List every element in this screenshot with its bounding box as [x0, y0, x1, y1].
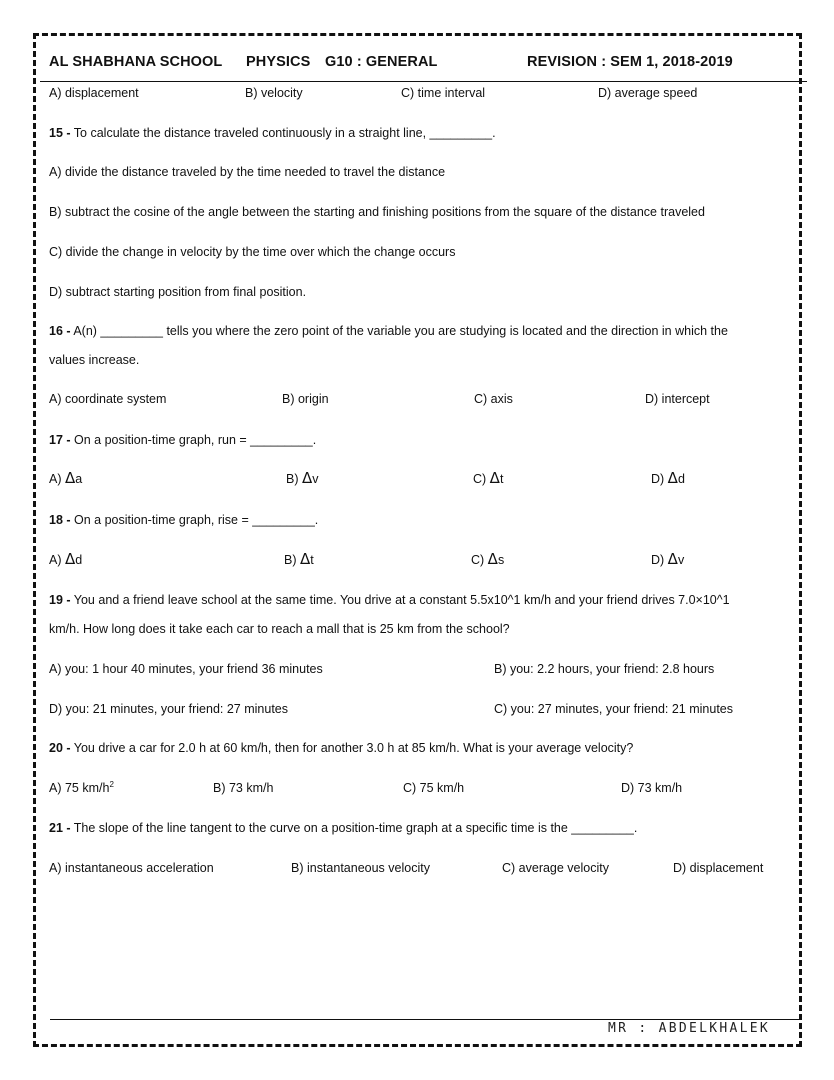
prev-option-b: B) velocity: [245, 86, 303, 100]
q18-option-c: C) Δs: [471, 550, 505, 568]
question-number: 21 -: [49, 821, 71, 835]
delta-symbol: Δ: [299, 550, 311, 568]
delta-symbol: Δ: [487, 550, 498, 568]
question-number: 20 -: [49, 741, 71, 755]
question-text: A(n) _________ tells you where the zero point of the variable you are studying is located and the direction in which the: [70, 324, 728, 338]
subject: PHYSICS: [246, 54, 311, 70]
question-20: [49, 740, 633, 756]
question-text: On a position-time graph, rise = _________.: [70, 513, 319, 527]
question-number: 17 -: [49, 433, 71, 447]
q16-option-a: A) coordinate system: [49, 392, 167, 406]
q19-option-c: C) you: 27 minutes, your friend: 21 minutes: [494, 702, 734, 716]
q21-option-a: A) instantaneous acceleration: [49, 861, 214, 875]
question-number: 15 -: [49, 126, 71, 140]
question-number: 19 -: [49, 593, 71, 607]
question-15: [49, 125, 496, 141]
superscript: 2: [109, 780, 114, 789]
q19-option-b: B) you: 2.2 hours, your friend: 2.8 hours: [494, 662, 715, 676]
prev-option-c: C) time interval: [401, 86, 486, 100]
question-text: To calculate the distance traveled continuously in a straight line, _________.: [70, 126, 496, 140]
q17-option-a: A) Δa: [49, 469, 83, 487]
school-name: AL SHABHANA SCHOOL: [49, 54, 223, 70]
question-17: [49, 432, 316, 448]
revision-label: REVISION : SEM 1, 2018-2019: [527, 54, 733, 70]
q20-option-a: A) 75 $km/h^2$: [49, 780, 114, 795]
question-16: [49, 323, 728, 339]
q21-option-d: D) displacement: [673, 861, 764, 875]
question-19: [49, 592, 730, 608]
q15-option-c: C) divide the change in velocity by the time over which the change occurs: [49, 245, 456, 259]
q16-option-d: D) intercept: [645, 392, 710, 406]
question-text: On a position-time graph, run = _________.: [70, 433, 317, 447]
delta-symbol: Δ: [64, 469, 76, 487]
question-18: [49, 512, 318, 528]
q21-option-c: C) average velocity: [502, 861, 609, 875]
prev-option-d: D) average speed: [598, 86, 698, 100]
q15-option-a: A) divide the distance traveled by the time needed to travel the distance: [49, 165, 446, 179]
q17-option-b: B) Δv: [286, 469, 319, 487]
header-divider: [40, 81, 807, 82]
delta-symbol: Δ: [667, 469, 678, 487]
q19-option-a: A) you: 1 hour 40 minutes, your friend 36 minutes: [49, 662, 323, 676]
question-text: You drive a car for 2.0 h at 60 km/h, then for another 3.0 h at 85 km/h. What is your average velocity?: [70, 741, 634, 755]
q15-option-b: B) subtract the cosine of the angle between the starting and finishing positions from the square of the distance traveled: [49, 205, 705, 219]
question-16-continued: values increase.: [49, 353, 140, 367]
grade: G10 : GENERAL: [325, 54, 438, 70]
question-number: 18 -: [49, 513, 71, 527]
delta-symbol: Δ: [301, 469, 313, 487]
delta-symbol: Δ: [667, 550, 678, 568]
question-19-continued: km/h. How long does it take each car to reach a mall that is 25 km from the school?: [49, 622, 510, 636]
prev-option-a: A) displacement: [49, 86, 139, 100]
footer-divider: [50, 1019, 802, 1020]
teacher-signature: MR : ABDELKHALEK: [608, 1021, 771, 1036]
q20-option-b: B) 73 km/h: [213, 781, 274, 795]
page-border: [33, 33, 802, 1047]
question-21: [49, 820, 637, 836]
question-text: The slope of the line tangent to the curve on a position-time graph at a specific time is the _________.: [70, 821, 638, 835]
q18-option-d: D) Δv: [651, 550, 685, 568]
q21-option-b: B) instantaneous velocity: [291, 861, 430, 875]
q15-option-d: D) subtract starting position from final position.: [49, 285, 307, 299]
q20-option-d: D) 73 km/h: [621, 781, 683, 795]
delta-symbol: Δ: [64, 550, 76, 568]
q20-option-c: C) 75 km/h: [403, 781, 465, 795]
q16-option-c: C) axis: [474, 392, 513, 406]
q18-option-b: B) Δt: [284, 550, 314, 568]
q19-option-d: D) you: 21 minutes, your friend: 27 minutes: [49, 702, 289, 716]
delta-symbol: Δ: [489, 469, 500, 487]
q17-option-d: D) Δd: [651, 469, 685, 487]
question-text: You and a friend leave school at the same time. You drive at a constant 5.5x10^1 km/h and your friend drives 7.0×10^1: [70, 593, 730, 607]
q16-option-b: B) origin: [282, 392, 329, 406]
q17-option-c: C) Δt: [473, 469, 504, 487]
question-number: 16 -: [49, 324, 71, 338]
q18-option-a: A) Δd: [49, 550, 83, 568]
